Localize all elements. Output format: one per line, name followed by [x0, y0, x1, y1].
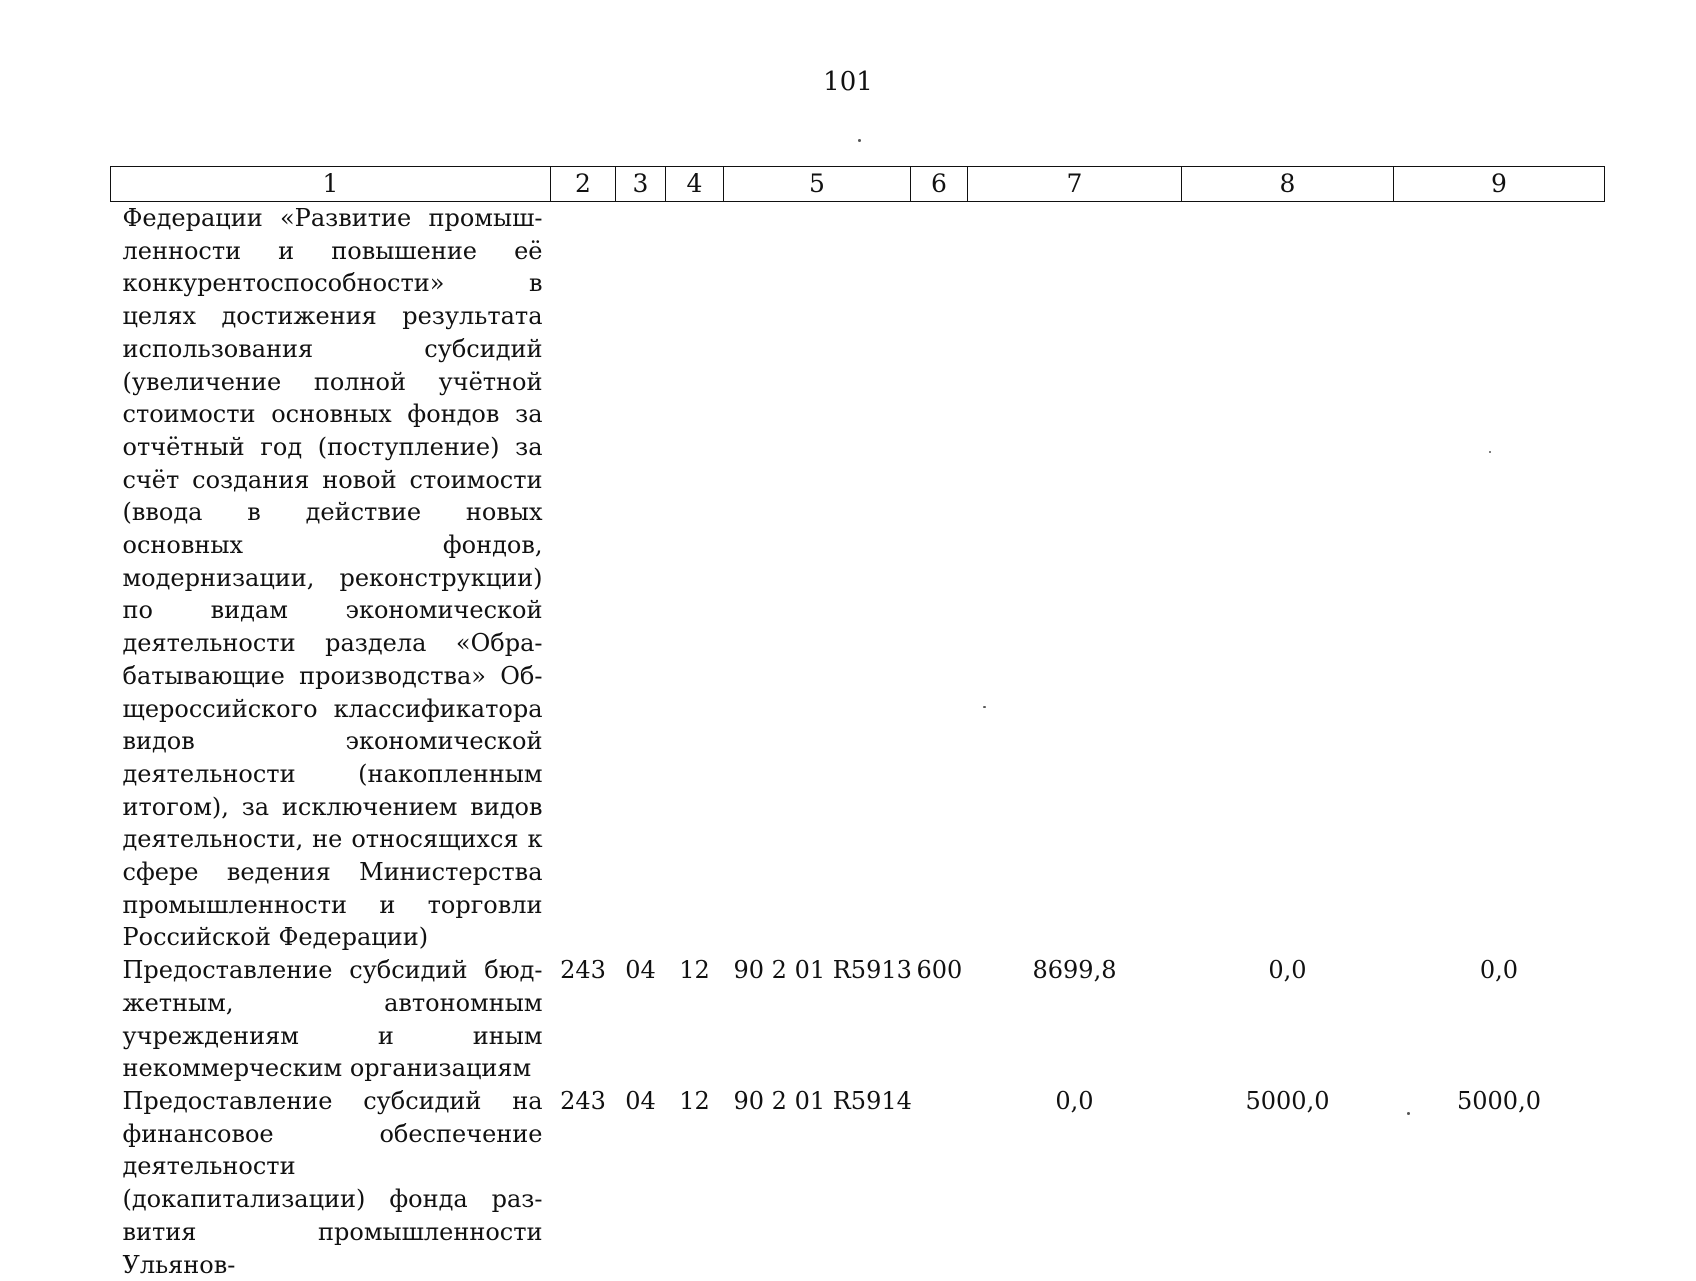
cell-c7: 0,0: [1055, 1086, 1094, 1115]
cell-c6: [911, 1085, 968, 1281]
budget-table: [110, 166, 1605, 1281]
column-header-7: 7: [968, 167, 1182, 202]
table-row: [111, 202, 1605, 955]
cell-c7: 8699,8: [1032, 956, 1117, 985]
cell-c8: 0,0: [1268, 956, 1307, 985]
column-header-5: 5: [724, 167, 911, 202]
scan-speck: [858, 139, 861, 142]
page-number: 101: [823, 67, 873, 97]
cell-c4: 12: [679, 956, 710, 985]
cell-c4: [666, 202, 724, 955]
cell-c9: [1394, 202, 1605, 955]
cell-c5: 90 2 01 R5914: [733, 1086, 912, 1115]
cell-c9: 5000,0: [1457, 1086, 1541, 1115]
column-header-2: 2: [551, 167, 616, 202]
cell-c5: [724, 202, 911, 955]
cell-c2: [551, 202, 616, 955]
column-header-3: 3: [616, 167, 666, 202]
table-row: [111, 1085, 1605, 1281]
cell-c2: 243: [560, 1086, 606, 1115]
row-description: Предоставление субсидий бюджетным, автономным учреждениям и иным некоммерческим организациям: [122, 956, 543, 1083]
cell-c3: [616, 202, 666, 955]
cell-c3: 04: [625, 1086, 656, 1115]
cell-c3: 04: [625, 956, 656, 985]
cell-c9: 0,0: [1479, 956, 1519, 985]
cell-c5: 90 2 01 R5913: [733, 956, 912, 985]
cell-c6: [911, 202, 968, 955]
cell-c7: [968, 202, 1182, 955]
table-header-row: [111, 167, 1605, 202]
column-header-4: 4: [666, 167, 724, 202]
column-header-1: 1: [111, 167, 551, 202]
row-description: Федерации «Развитие промышленности и повышение её конкурентоспособности» в целях достижения результата использования субсидий (увеличение полной учётной стоимости основных фондов за отчётный год (поступление) за счёт создания новой стоимости (ввода в действие новых основных фондов, модернизации, реконструкции) по видам экономической деятельности раздела «Обрабатывающие производства» Общероссийского классификатора видов экономической деятельности (накопленным итогом), за исключением видов деятельности, не относящихся к сфере ведения Министерства промышленности и торговли Российской Федерации): [122, 204, 543, 952]
cell-c8: 5000,0: [1245, 1086, 1330, 1115]
cell-c2: 243: [560, 956, 606, 985]
column-header-6: 6: [911, 167, 968, 202]
cell-c8: [1182, 202, 1394, 955]
column-header-8: 8: [1182, 167, 1394, 202]
column-header-9: 9: [1394, 167, 1605, 202]
cell-c4: 12: [679, 1086, 710, 1115]
table-row: [111, 954, 1605, 1085]
row-description: Предоставление субсидий на финансовое обеспечение деятельности (докапитализации) фонда развития промышленности Ульянов-: [122, 1086, 543, 1279]
cell-c6: 600: [916, 956, 963, 985]
